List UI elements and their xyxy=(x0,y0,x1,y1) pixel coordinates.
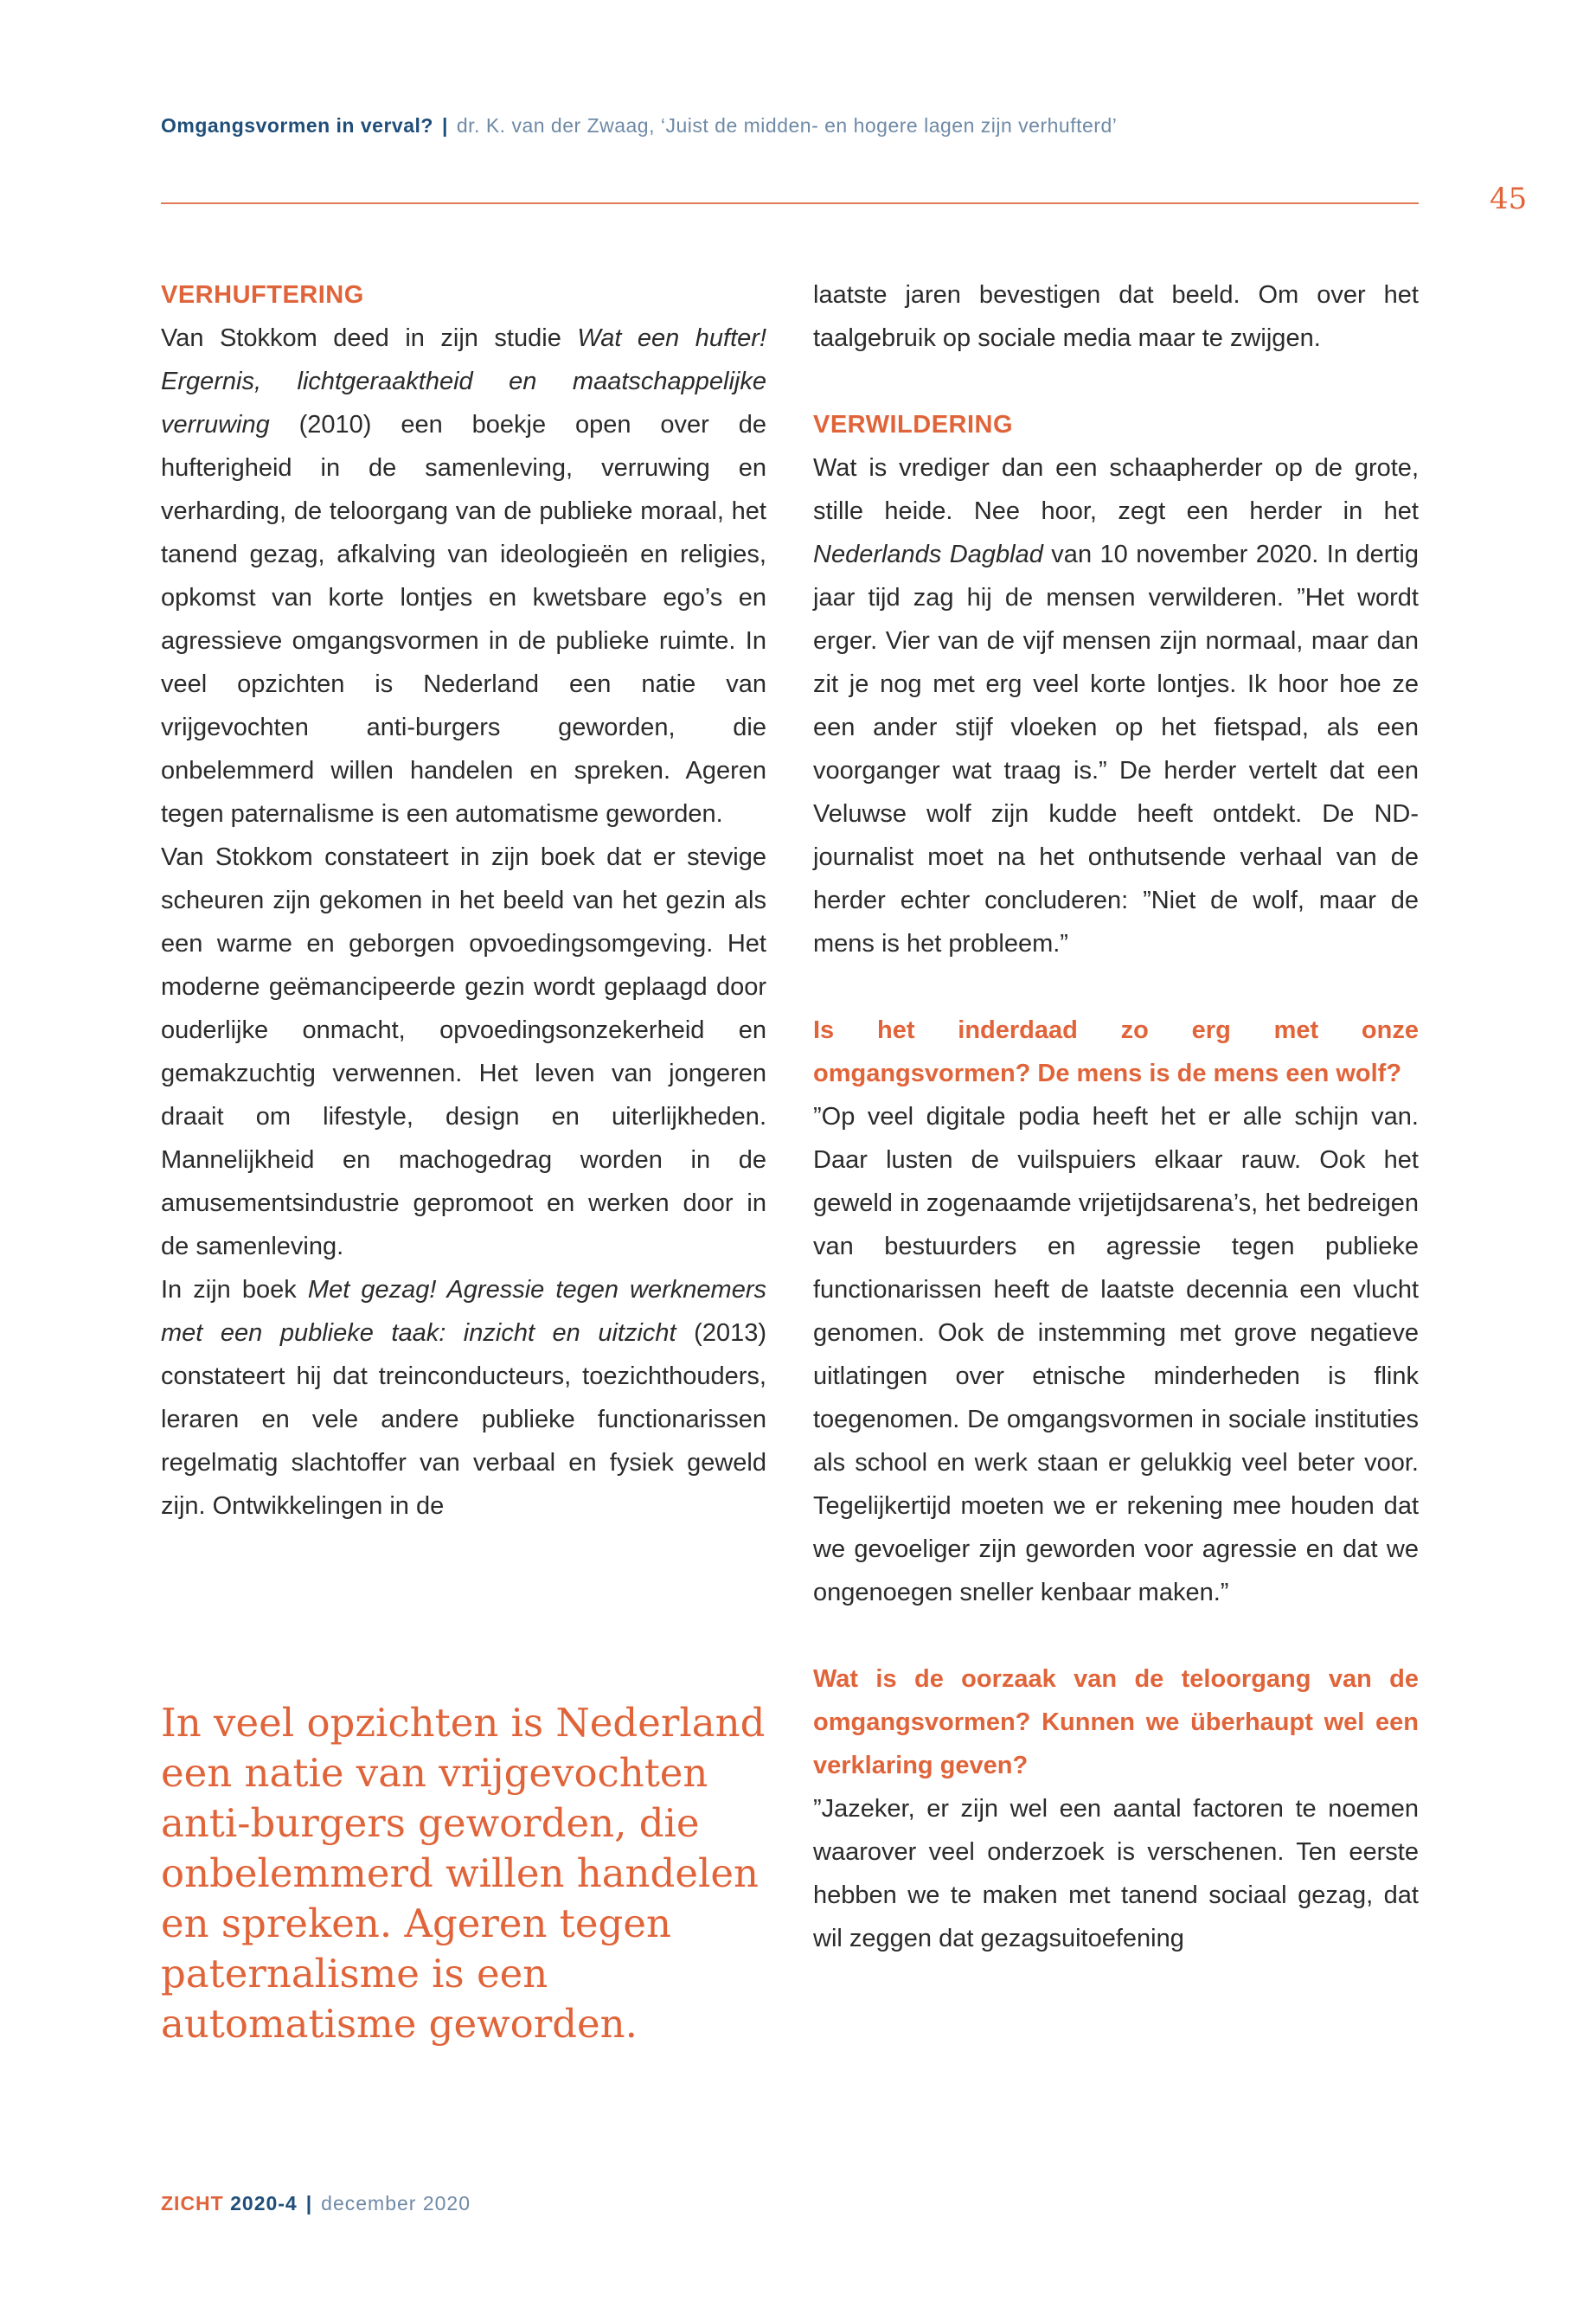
magazine-name: ZICHT xyxy=(161,2192,224,2214)
paragraph-verhuftering-2: Van Stokkom constateert in zijn boek dat er stevige scheuren zijn gekomen in het beeld van het gezin als een warme en geborgen opvoedingsomgeving. Het moderne geëmancipeerde gezin wordt geplaagd door ouderlijke onmacht, opvoedingsonzekerheid en gemakzuchtig verwennen. Het leven van jongeren draait om lifestyle, design en uiterlijkheden. Mannelijkheid en machogedrag worden in de amusementsindustrie gepromoot en werken door in de samenleving. xyxy=(161,843,766,1260)
text-run: van 10 november 2020. In dertig jaar tijd zag hij de mensen verwilderen. ”Het wordt erger. Vier van de vijf mensen zijn normaal, maar dan zit je nog met erg veel korte lontjes. Ik hoor hoe ze een ander stijf vloeken op het fietspad, als een voorganger wat traag is.” De herder vertelt dat een Veluwse wolf zijn kudde heeft ontdekt. De ND-journalist moet na het onthutsende verhaal van de herder echter concluderen: ”Niet de wolf, maar de mens is het probleem.” xyxy=(813,541,1419,958)
header-separator: | xyxy=(441,114,448,137)
page-number: 45 xyxy=(1490,182,1528,216)
interview-question-1: Is het inderdaad zo erg met onze omgangsvormen? De mens is de mens een wolf? xyxy=(813,1016,1419,1087)
book-title: Wat een hufter! Ergernis, lichtgeraaktheid en maatschappelijke verruwing xyxy=(161,324,767,439)
right-column xyxy=(813,273,1419,1960)
running-head xyxy=(161,114,1117,138)
left-column xyxy=(161,273,766,1528)
spacer xyxy=(813,1614,1419,1657)
article-author-line: dr. K. van der Zwaag, ‘Juist de midden- en hogere lagen zijn verhufterd’ xyxy=(456,114,1118,137)
pull-quote: In veel opzichten is Nederland een natie van vrijgevochten anti-burgers geworden, die onbelemmerd willen handelen en spreken. Ageren tegen paternalisme is een automatisme geworden. xyxy=(161,1700,766,2047)
section-heading-verhuftering: VERHUFTERING xyxy=(161,281,364,309)
text-run: In zijn boek xyxy=(161,1276,308,1304)
issue-number: 2020-4 xyxy=(230,2192,298,2214)
paragraph-verhuftering-3 xyxy=(161,1268,766,1528)
paragraph-verhuftering-1 xyxy=(161,317,766,836)
header-rule xyxy=(161,202,1419,204)
book-title: Met gezag! Agressie tegen werknemers met een publieke taak: inzicht en uitzicht xyxy=(161,1276,766,1347)
section-heading-verwildering: VERWILDERING xyxy=(813,411,1014,439)
paragraph-verwildering xyxy=(813,446,1419,965)
interview-question-2: Wat is de oorzaak van de teloorgang van de omgangsvormen? Kunnen we überhaupt wel een verklaring geven? xyxy=(813,1665,1419,1779)
footer-separator: | xyxy=(305,2192,313,2214)
newspaper-title: Nederlands Dagblad xyxy=(813,541,1043,568)
interview-answer-2: ”Jazeker, er zijn wel een aantal factoren te noemen waarover veel onderzoek is verschenen. Ten eerste hebben we te maken met tanend sociaal gezag, dat wil zeggen dat gezagsuitoefening xyxy=(813,1795,1419,1952)
text-run: Wat is vrediger dan een schaapherder op de grote, stille heide. Nee hoor, zegt een herder in het xyxy=(813,454,1419,525)
text-run: (2013) constateert hij dat treinconducteurs, toezichthouders, leraren en vele andere publieke functionarissen regelmatig slachtoffer van verbaal en fysiek geweld zijn. Ontwikkelingen in de xyxy=(161,1319,766,1520)
text-run: Van Stokkom deed in zijn studie xyxy=(161,324,578,352)
spacer xyxy=(813,965,1419,1009)
spacer xyxy=(813,360,1419,403)
interview-answer-1: ”Op veel digitale podia heeft het er alle schijn van. Daar lusten de vuilspuiers elkaar rauw. Ook het geweld in zogenaamde vrijetijdsarena’s, het bedreigen van bestuurders en agressie tegen publieke functionarissen heeft de laatste decennia een vlucht genomen. Ook de instemming met grove negatieve uitlatingen over etnische minderheden is flink toegenomen. De omgangsvormen in sociale instituties als school en werk staan er gelukkig veel beter voor. Tegelijkertijd moeten we er rekening mee houden dat we gevoeliger zijn geworden voor agressie en dat we ongenoegen sneller kenbaar maken.” xyxy=(813,1103,1419,1606)
text-run: (2010) een boekje open over de hufterigheid in de samenleving, verruwing en verharding, de teloorgang van de publieke moraal, het tanend gezag, afkalving van ideologieën en religies, opkomst van korte lontjes en kwetsbare ego’s en agressieve omgangsvormen in de publieke ruimte. In veel opzichten is Nederland een natie van vrijgevochten anti-burgers geworden, die onbelemmerd willen handelen en spreken. Ageren tegen paternalisme is een automatisme geworden. xyxy=(161,411,766,828)
issue-date: december 2020 xyxy=(321,2192,471,2214)
paragraph-continuation: laatste jaren bevestigen dat beeld. Om over het taalgebruik op sociale media maar te zwijgen. xyxy=(813,281,1419,352)
article-series-title: Omgangsvormen in verval? xyxy=(161,114,433,137)
page-footer xyxy=(161,2192,471,2215)
